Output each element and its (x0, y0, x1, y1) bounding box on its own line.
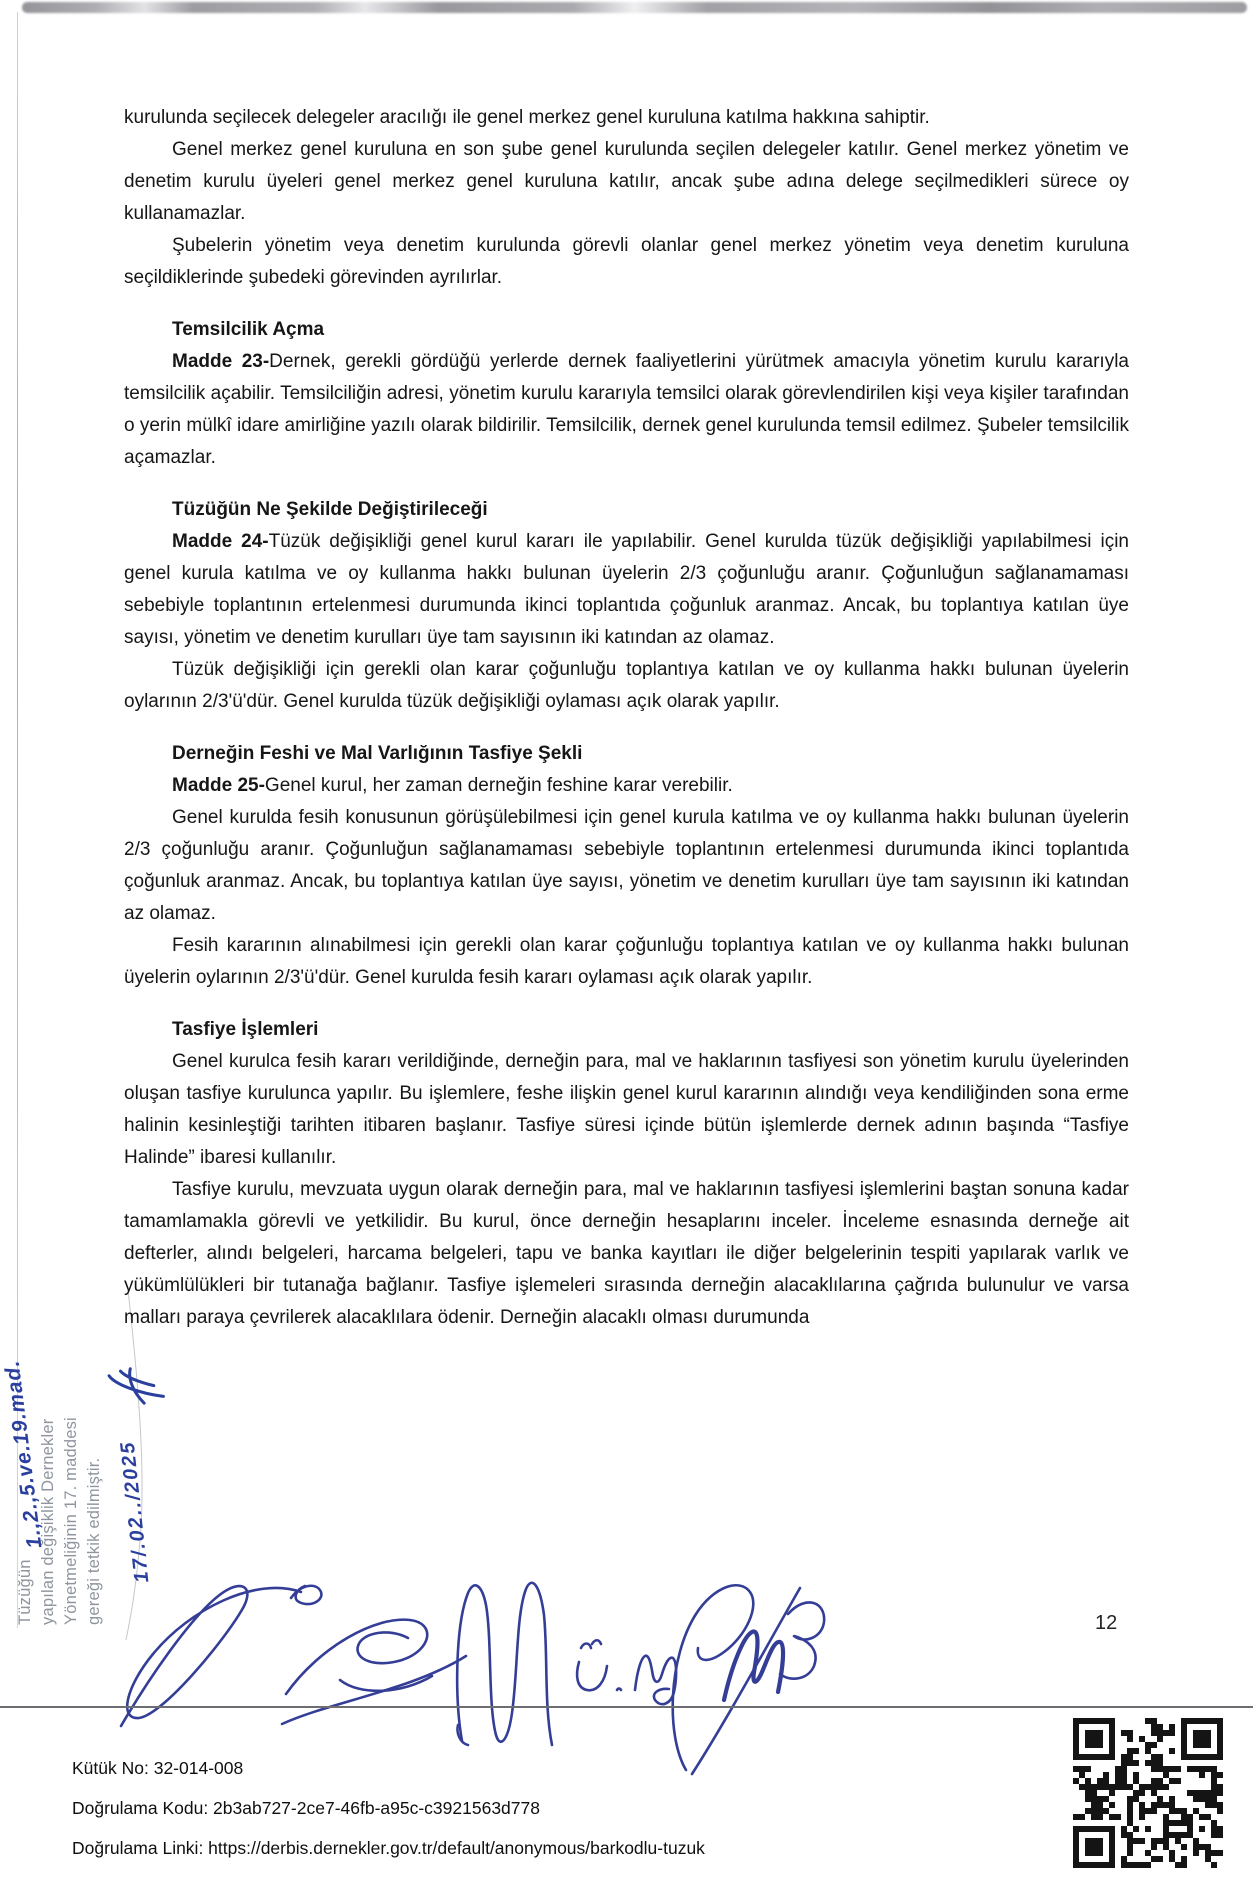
paragraph: Madde 24-Tüzük değişikliği genel kurul kararı ile yapılabilir. Genel kurulda tüzük değişikliği yapılabilmesi için genel kurula katılma ve oy kullanma hakkı bulunan üyelerin 2/3 çoğunluğu aranır. Çoğunluğun sağlanamaması sebebiyle toplantının ertelenmesi durumunda ikinci toplantıda çoğunluk aranmaz. Ancak, bu toplantıya katılan üye sayısı, yönetim ve denetim kurulları üye tam sayısının iki katından az olamaz. (124, 531, 1129, 648)
stamp-handwritten-articles: 1.,2.,5.ve.19.mad. (0, 1358, 47, 1550)
section-heading: Derneğin Feshi ve Mal Varlığının Tasfiye Şekli (172, 743, 583, 764)
article-number: Madde 24- (172, 531, 269, 552)
paragraph: Genel kurulda fesih konusunun görüşülebilmesi için genel kurula katılma ve oy kullanma hakkı bulunan üyelerin 2/3 çoğunluğu aranır. Çoğunluğun sağlanamaması sebebiyle toplantının ertelenmesi durumunda ikinci toplantıda çoğunluk aranmaz. Ancak, bu toplantıya katılan üye sayısı, yönetim ve denetim kurulları üye tam sayısının iki katından az olamaz. (124, 807, 1129, 924)
paragraph: Genel kurulca fesih kararı verildiğinde, derneğin para, mal ve haklarının tasfiyesi son yönetim kurulu üyelerinden oluşan tasfiye kurulunca yapılır. Bu işlemlere, feshe ilişkin genel kurul kararının alındığı veya kendiliğinden sona erme halinin kesinleştiği tarihten itibaren başlanır. Tasfiye süresi içinde bütün işlemlerde dernek adının başında “Tasfiye Halinde” ibaresi kullanılır. (124, 1051, 1129, 1168)
section-heading: Temsilcilik Açma (172, 319, 325, 340)
dogrulama-linki: Doğrulama Linki: https://derbis.dernekler.gov.tr/default/anonymous/barkodlu-tuzuk (72, 1838, 705, 1858)
footer (72, 1748, 705, 1868)
paragraph: Tasfiye kurulu, mevzuata uygun olarak derneğin para, mal ve haklarının tasfiyesi işlemlerini baştan sonuna kadar tamamlamakla görevli ve yetkilidir. Bu kurul, önce derneğin hesaplarını inceler. İnceleme esnasında derneğe ait defterler, alındı belgeleri, harcama belgeleri, tapu ve banka kayıtları ile diğer belgelerinin tespiti yapılarak varlık ve yükümlülükleri bir tutanağa bağlanır. Tasfiye işlemeleri sırasında derneğin alacaklılarına çağrıda bulunulur ve varsa malları paraya çevrilerek alacaklılara ödenir. Derneğin alacaklı olması durumunda (124, 1179, 1129, 1328)
paragraph: Madde 25-Genel kurul, her zaman derneğin feshine karar verebilir. (172, 775, 733, 796)
article-number: Madde 23- (172, 351, 270, 372)
signature-3 (448, 1575, 568, 1747)
paragraph: Tüzük değişikliği için gerekli olan karar çoğunluğu toplantıya katılan ve oy kullanma hakkı bulunan üyelerin oylarının 2/3'ü'dür. Genel kurulda tüzük değişikliği oylaması açık olarak yapılır. (124, 659, 1129, 712)
stamp-printed-line2: yapılan değişiklik Dernekler (39, 1418, 57, 1625)
paragraph: Genel merkez genel kuruluna en son şube genel kurulunda seçilen delegeler katılır. Genel merkez yönetim ve denetim kurulu üyeleri genel merkez genel kuruluna katılır, ancak şube adına delege seçilmedikleri sürece oy kullanamazlar. (124, 139, 1129, 224)
paragraph: Şubelerin yönetim veya denetim kurulunda görevli olanlar genel merkez yönetim veya denetim kuruluna seçildiklerinde şubedeki görevinden ayrılırlar. (124, 235, 1129, 288)
kutuk-no: Kütük No: 32-014-008 (72, 1758, 244, 1778)
paragraph: Madde 23-Dernek, gerekli gördüğü yerlerde dernek faaliyetlerini yürütmek amacıyla yönetim kurulu kararıyla temsilcilik açabilir. Temsilciliğin adresi, yönetim kurulu kararıyla temsilci olarak görevlendirilen kişi veya kişiler tarafından o yerin mülkî idare amirliğine yazılı olarak bildirilir. Temsilcilik, dernek genel kurulunda temsil edilmez. Şubeler temsilcilik açamazlar. (124, 351, 1130, 468)
paraph-initials-icon (103, 1362, 171, 1414)
dogrulama-kodu: Doğrulama Kodu: 2b3ab727-2ce7-46fb-a95c-c3921563d778 (72, 1798, 540, 1818)
footer-separator-line (0, 1706, 1253, 1708)
stamp-printed-prefix: Tüzüğün (16, 1559, 34, 1625)
section-heading: Tüzüğün Ne Şekilde Değiştirileceği (172, 499, 488, 520)
section-heading: Tasfiye İşlemleri (172, 1019, 319, 1040)
article-number: Madde 25- (172, 775, 265, 796)
scan-artifact-top (22, 2, 1247, 13)
qr-code (1072, 1718, 1224, 1868)
signature-2 (280, 1598, 470, 1733)
stamp-printed-line3: Yönetmeliğinin 17. maddesi (62, 1417, 80, 1625)
stamp-printed-line4: gereği tetkik edilmiştir. (85, 1457, 103, 1625)
paragraph: Fesih kararının alınabilmesi için gerekli olan karar çoğunluğu toplantıya katılan ve oy kullanma hakkı bulunan üyelerin oylarının 2/3'ü'dür. Genel kurulda fesih kararı oylaması açık olarak yapılır. (124, 935, 1129, 988)
paragraph: kurulunda seçilecek delegeler aracılığı ile genel merkez genel kuruluna katılma hakkına sahiptir. (124, 107, 930, 128)
page-number: 12 (1095, 1612, 1118, 1634)
stamp-handwritten-date: 17/.02../2025 (116, 1439, 154, 1584)
document-body (124, 102, 1129, 1334)
